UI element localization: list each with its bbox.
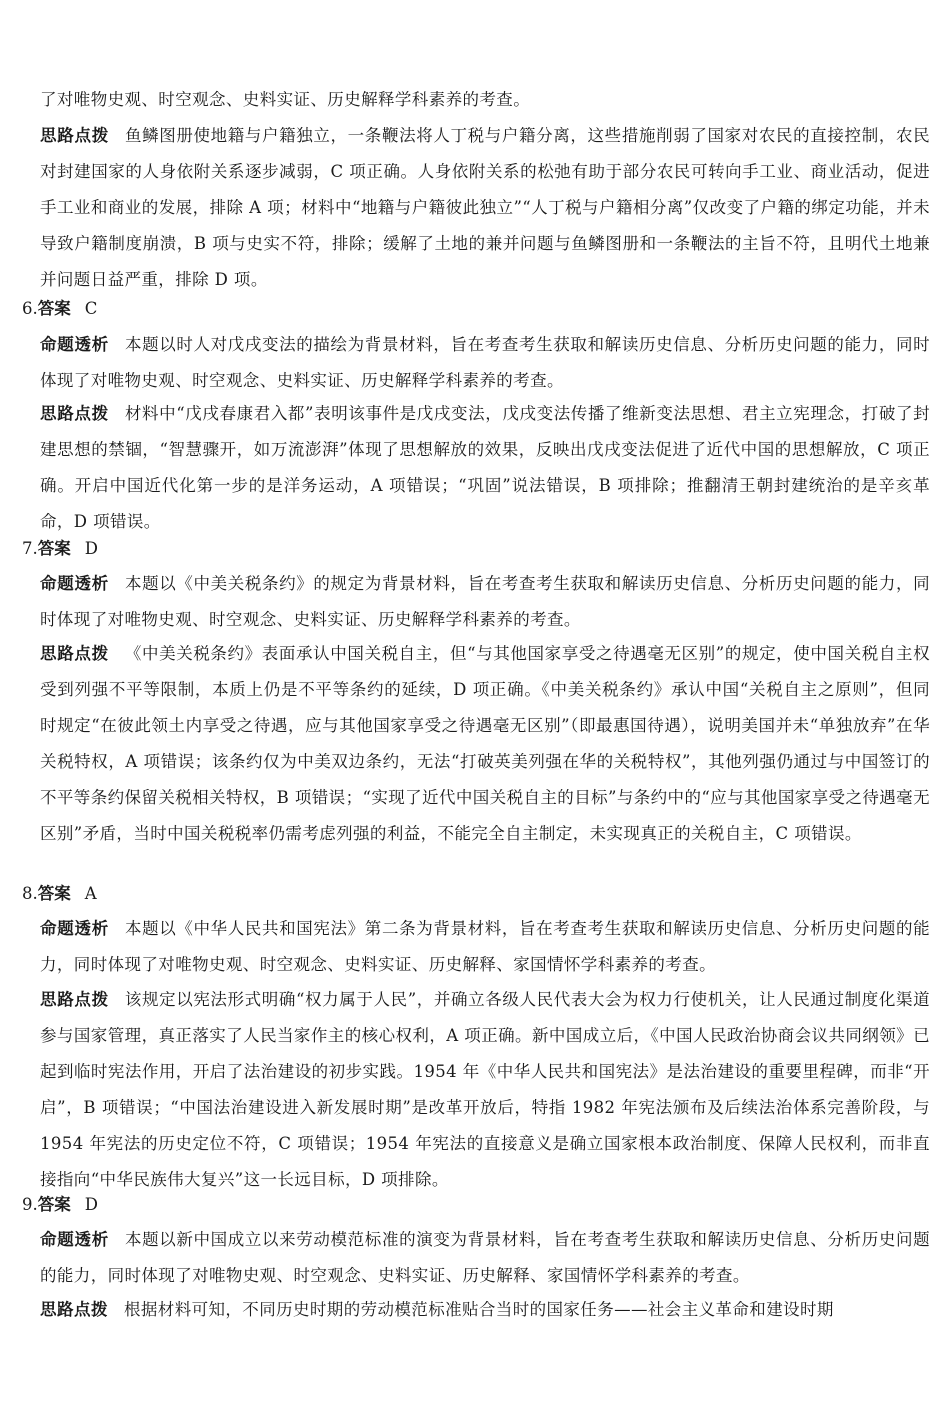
mingti-label: 命题透析 [40, 1230, 109, 1249]
paragraph-text: 本题以《中美关税条约》的规定为背景材料，旨在考查考生获取和解读历史信息、分析历史问题的能力，同时体现了对唯物史观、时空观念、史料实证、历史解释学科素养的考查。 [40, 574, 930, 629]
item9-answer-line [22, 1187, 98, 1223]
item9-mingti-paragraph [40, 1222, 930, 1294]
paragraph-text: 根据材料可知，不同历史时期的劳动模范标准贴合当时的国家任务——社会主义革命和建设时期 [124, 1300, 834, 1319]
silu-label: 思路点拨 [40, 990, 109, 1009]
item9-silu-paragraph [40, 1292, 930, 1328]
paragraph-text: 了对唯物史观、时空观念、史料实证、历史解释学科素养的考查。 [40, 90, 531, 109]
item-number: 9. [22, 1195, 38, 1214]
mingti-label: 命题透析 [40, 335, 109, 354]
item5-mingti-continuation [40, 82, 930, 118]
paragraph-text: 该规定以宪法形式明确“权力属于人民”，并确立各级人民代表大会为权力行使机关，让人民通过制度化渠道参与国家管理，真正落实了人民当家作主的核心权利，A 项正确。新中国成立后，《中国人民政治协商会议共同纲领》已起到临时宪法作用，开启了法治建设的初步实践。1954 年《中华人民共和国宪法》是法治建设的重要里程碑，而非“开启”，B 项错误；“中国法治建设进入新发展时期”是改革开放后，特指 1982 年宪法颁布及后续法治体系完善阶段，与 1954 年宪法的历史定位不符，C 项错误；1954 年宪法的直接意义是确立国家根本政治制度、保障人民权利，而非直接指向“中华民族伟大复兴”这一长远目标，D 项排除。 [40, 990, 930, 1189]
mingti-label: 命题透析 [40, 919, 109, 938]
mingti-label: 命题透析 [40, 574, 109, 593]
silu-label: 思路点拨 [40, 126, 109, 145]
answer-value: A [84, 884, 97, 903]
paragraph-text: 鱼鳞图册使地籍与户籍独立，一条鞭法将人丁税与户籍分离，这些措施削弱了国家对农民的直接控制，农民对封建国家的人身依附关系逐步减弱，C 项正确。人身依附关系的松弛有助于部分农民可转向手工业、商业活动，促进手工业和商业的发展，排除 A 项；材料中“地籍与户籍彼此独立”“人丁税与户籍相分离”仅改变了户籍的绑定功能，并未导致户籍制度崩溃，B 项与史实不符，排除；缓解了土地的兼并问题与鱼鳞图册和一条鞭法的主旨不符，且明代土地兼并问题日益严重，排除 D 项。 [40, 126, 930, 289]
answer-label: 答案 [37, 299, 71, 318]
item-number: 6. [22, 299, 38, 318]
item6-answer-line [22, 291, 97, 327]
paragraph-text: 本题以新中国成立以来劳动模范标准的演变为背景材料，旨在考查考生获取和解读历史信息、分析历史问题的能力，同时体现了对唯物史观、时空观念、史料实证、历史解释、家国情怀学科素养的考查。 [40, 1230, 930, 1285]
answer-label: 答案 [37, 539, 71, 558]
paragraph-text: 《中美关税条约》表面承认中国关税自主，但“与其他国家享受之待遇毫无区别”的规定，使中国关税自主权受到列强不平等限制，本质上仍是不平等条约的延续，D 项正确。《中美关税条约》承认中国“关税自主之原则”，但同时规定“在彼此领土内享受之待遇，应与其他国家享受之待遇毫无区别”（即最惠国待遇），说明美国并未“单独放弃”在华关税特权，A 项错误；该条约仅为中美双边条约，无法“打破英美列强在华的关税特权”，其他列强仍通过与中国签订的不平等条约保留关税相关特权，B 项错误；“实现了近代中国关税自主的目标”与条约中的“应与其他国家享受之待遇毫无区别”矛盾，当时中国关税税率仍需考虑列强的利益，不能完全自主制定，未实现真正的关税自主，C 项错误。 [40, 644, 930, 843]
item-number: 7. [22, 539, 38, 558]
item8-answer-line [22, 876, 97, 912]
answer-value: D [84, 539, 98, 558]
item7-answer-line [22, 531, 98, 567]
item8-mingti-paragraph [40, 911, 930, 983]
silu-label: 思路点拨 [40, 644, 109, 663]
silu-label: 思路点拨 [40, 404, 109, 423]
item7-silu-paragraph [40, 636, 930, 852]
answer-label: 答案 [37, 1195, 71, 1214]
item5-silu-paragraph [40, 118, 930, 298]
answer-value: C [84, 299, 98, 318]
item6-silu-paragraph [40, 396, 930, 540]
item8-silu-paragraph [40, 982, 930, 1198]
answer-value: D [84, 1195, 98, 1214]
answer-label: 答案 [37, 884, 71, 903]
item6-mingti-paragraph [40, 327, 930, 399]
paragraph-text: 本题以时人对戊戌变法的描绘为背景材料，旨在考查考生获取和解读历史信息、分析历史问题的能力，同时体现了对唯物史观、时空观念、史料实证、历史解释学科素养的考查。 [40, 335, 930, 390]
paragraph-text: 本题以《中华人民共和国宪法》第二条为背景材料，旨在考查考生获取和解读历史信息、分析历史问题的能力，同时体现了对唯物史观、时空观念、史料实证、历史解释、家国情怀学科素养的考查。 [40, 919, 930, 974]
item7-mingti-paragraph [40, 566, 930, 638]
item-number: 8. [22, 884, 38, 903]
paragraph-text: 材料中“戊戌春康君入都”表明该事件是戊戌变法，戊戌变法传播了维新变法思想、君主立宪理念，打破了封建思想的禁锢，“智慧骤开，如万流澎湃”体现了思想解放的效果，反映出戊戌变法促进了近代中国的思想解放，C 项正确。开启中国近代化第一步的是洋务运动，A 项错误；“巩固”说法错误，B 项排除；推翻清王朝封建统治的是辛亥革命，D 项错误。 [40, 404, 930, 531]
silu-label: 思路点拨 [40, 1300, 108, 1319]
